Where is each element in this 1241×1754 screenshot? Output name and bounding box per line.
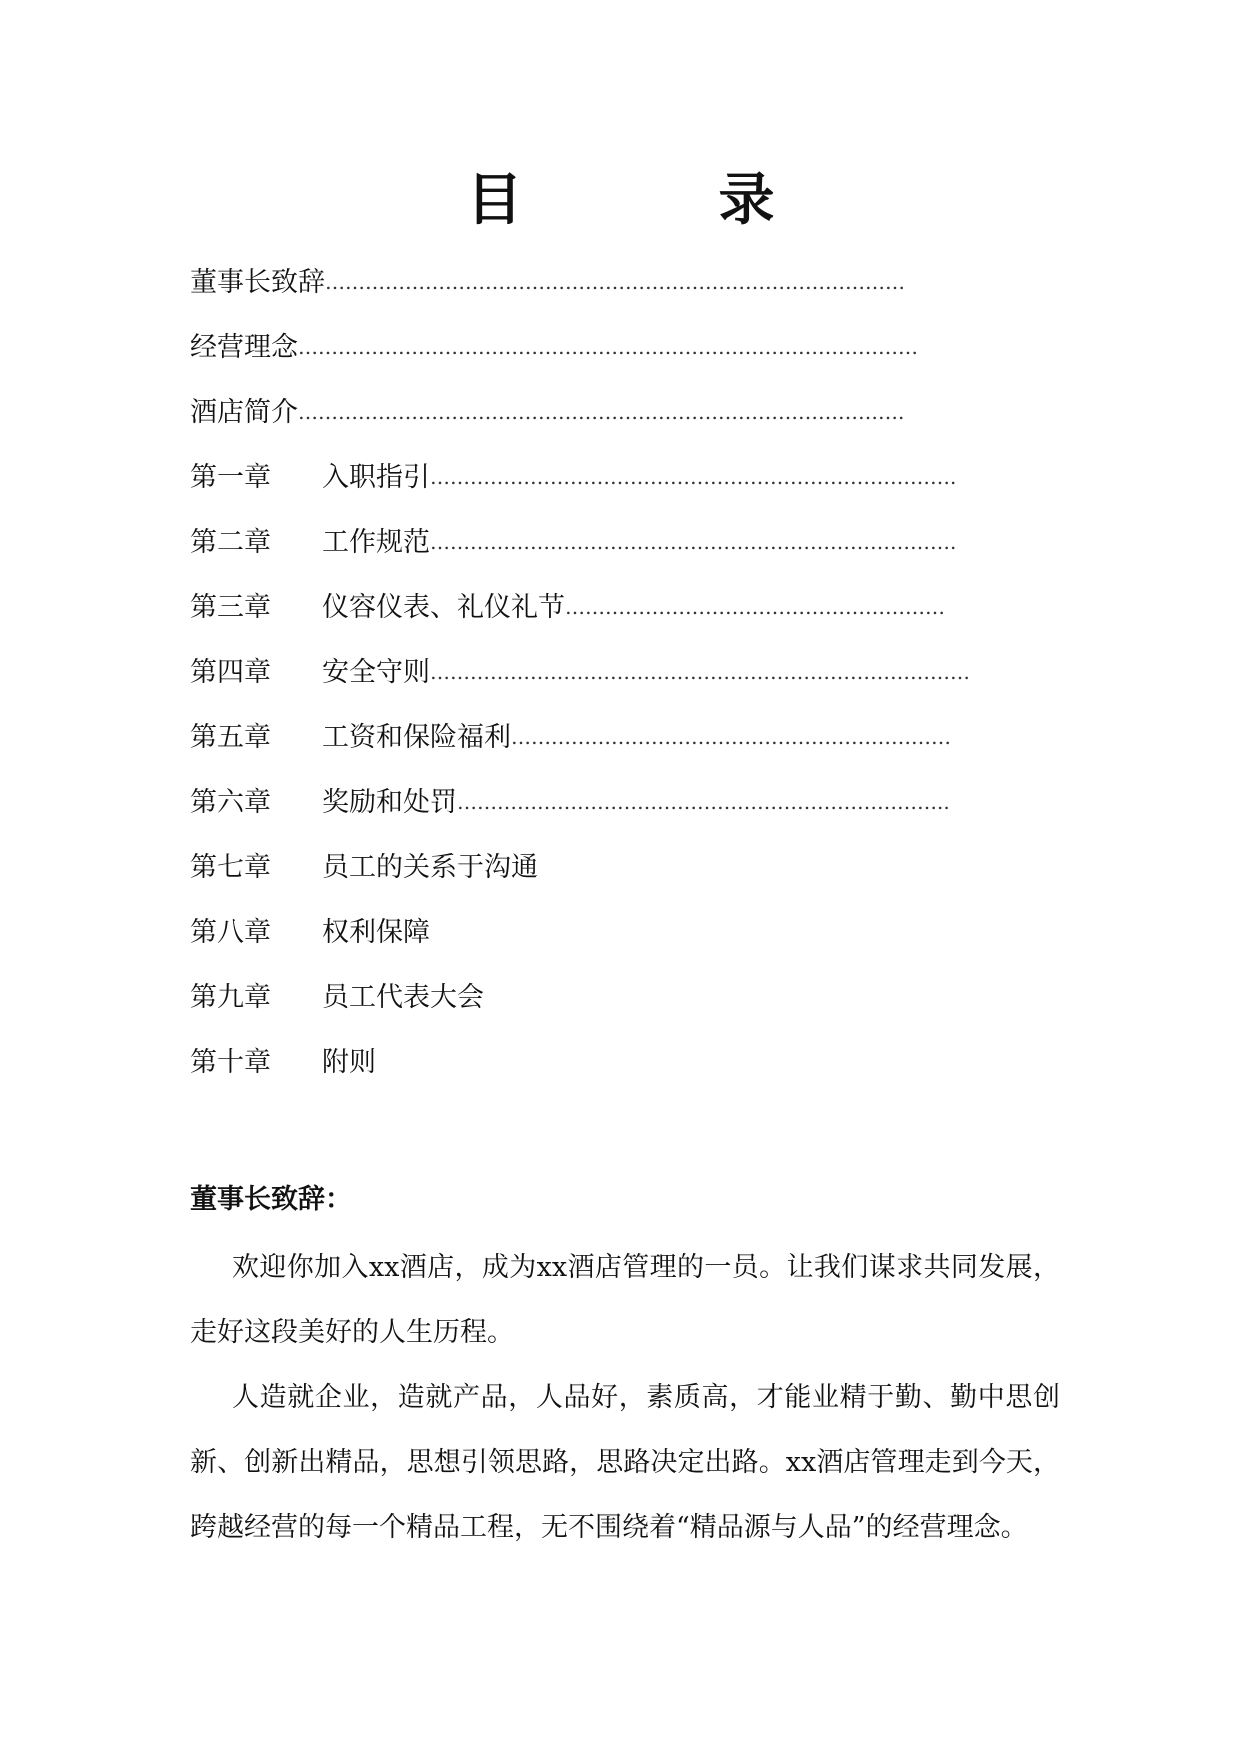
toc-entry-label: 入职指引 [322,462,430,493]
toc-chapter-number: 第二章 [190,527,271,558]
toc-leader: ……………………………………………………………………… [430,660,970,684]
toc-entry[interactable] [190,445,1010,510]
toc-entry-label: 员工的关系于沟通 [322,852,538,883]
toc-chapter-number: 第三章 [190,592,271,623]
toc-title: 目 录 [466,167,845,233]
toc-chapter-number: 第八章 [190,917,271,948]
body-paragraph: 人造就企业，造就产品，人品好，素质高，才能业精于勤、勤中思创新、创新出精品，思想引领思路，思路决定出路。xx酒店管理走到今天，跨越经营的每一个精品工程，无不围绕着“精品源与人品”的经营理念。 [190,1382,1060,1543]
table-of-contents [190,250,1010,1095]
toc-leader: ………………………………………………… [565,595,945,619]
section-heading: 董事长致辞： [190,1184,352,1215]
toc-entry[interactable] [190,1030,1010,1095]
toc-chapter-number: 第六章 [190,787,271,818]
toc-chapter-number: 第一章 [190,462,271,493]
toc-leader: ……………………………………………………………………. [430,530,957,554]
toc-entry[interactable] [190,380,1010,445]
toc-entry-label: 奖励和处罚 [322,787,457,818]
toc-chapter-number: 第十章 [190,1047,271,1078]
toc-entry-label: 安全守则 [322,657,430,688]
toc-leader: ……………………………………………………………………. [430,465,957,489]
toc-entry-label: 董事长致辞 [190,267,325,298]
toc-chapter-number: 第五章 [190,722,271,753]
toc-leader: …………………………………………………………………………… [325,270,905,294]
toc-entry[interactable] [190,510,1010,575]
toc-entry-label: 附则 [322,1047,376,1078]
toc-entry[interactable] [190,705,1010,770]
toc-entry[interactable] [190,835,1010,900]
toc-leader: ……………………………………………………………….. [457,790,950,814]
toc-entry[interactable] [190,770,1010,835]
toc-entry-label: 仪容仪表、礼仪礼节 [322,592,565,623]
toc-chapter-number: 第九章 [190,982,271,1013]
toc-entry-label: 工资和保险福利 [322,722,511,753]
toc-entry-label: 员工代表大会 [322,982,484,1013]
toc-entry[interactable] [190,315,1010,380]
toc-entry[interactable] [190,965,1010,1030]
toc-entry-label: 权利保障 [322,917,430,948]
toc-entry-label: 经营理念 [190,332,298,363]
toc-entry[interactable] [190,640,1010,705]
body-paragraph: 欢迎你加入xx酒店，成为xx酒店管理的一员。让我们谋求共同发展，走好这段美好的人生历程。 [190,1252,1060,1348]
toc-chapter-number: 第七章 [190,852,271,883]
toc-entry[interactable] [190,250,1010,315]
toc-leader: ………………………………………………………… [511,725,951,749]
toc-entry-label: 酒店简介 [190,397,298,428]
toc-leader: ………………………………………………………………………………. [298,400,905,424]
toc-leader: ………………………………………………………………………………… [298,335,918,359]
toc-entry[interactable] [190,575,1010,640]
toc-entry[interactable] [190,900,1010,965]
toc-entry-label: 工作规范 [322,527,430,558]
toc-chapter-number: 第四章 [190,657,271,688]
